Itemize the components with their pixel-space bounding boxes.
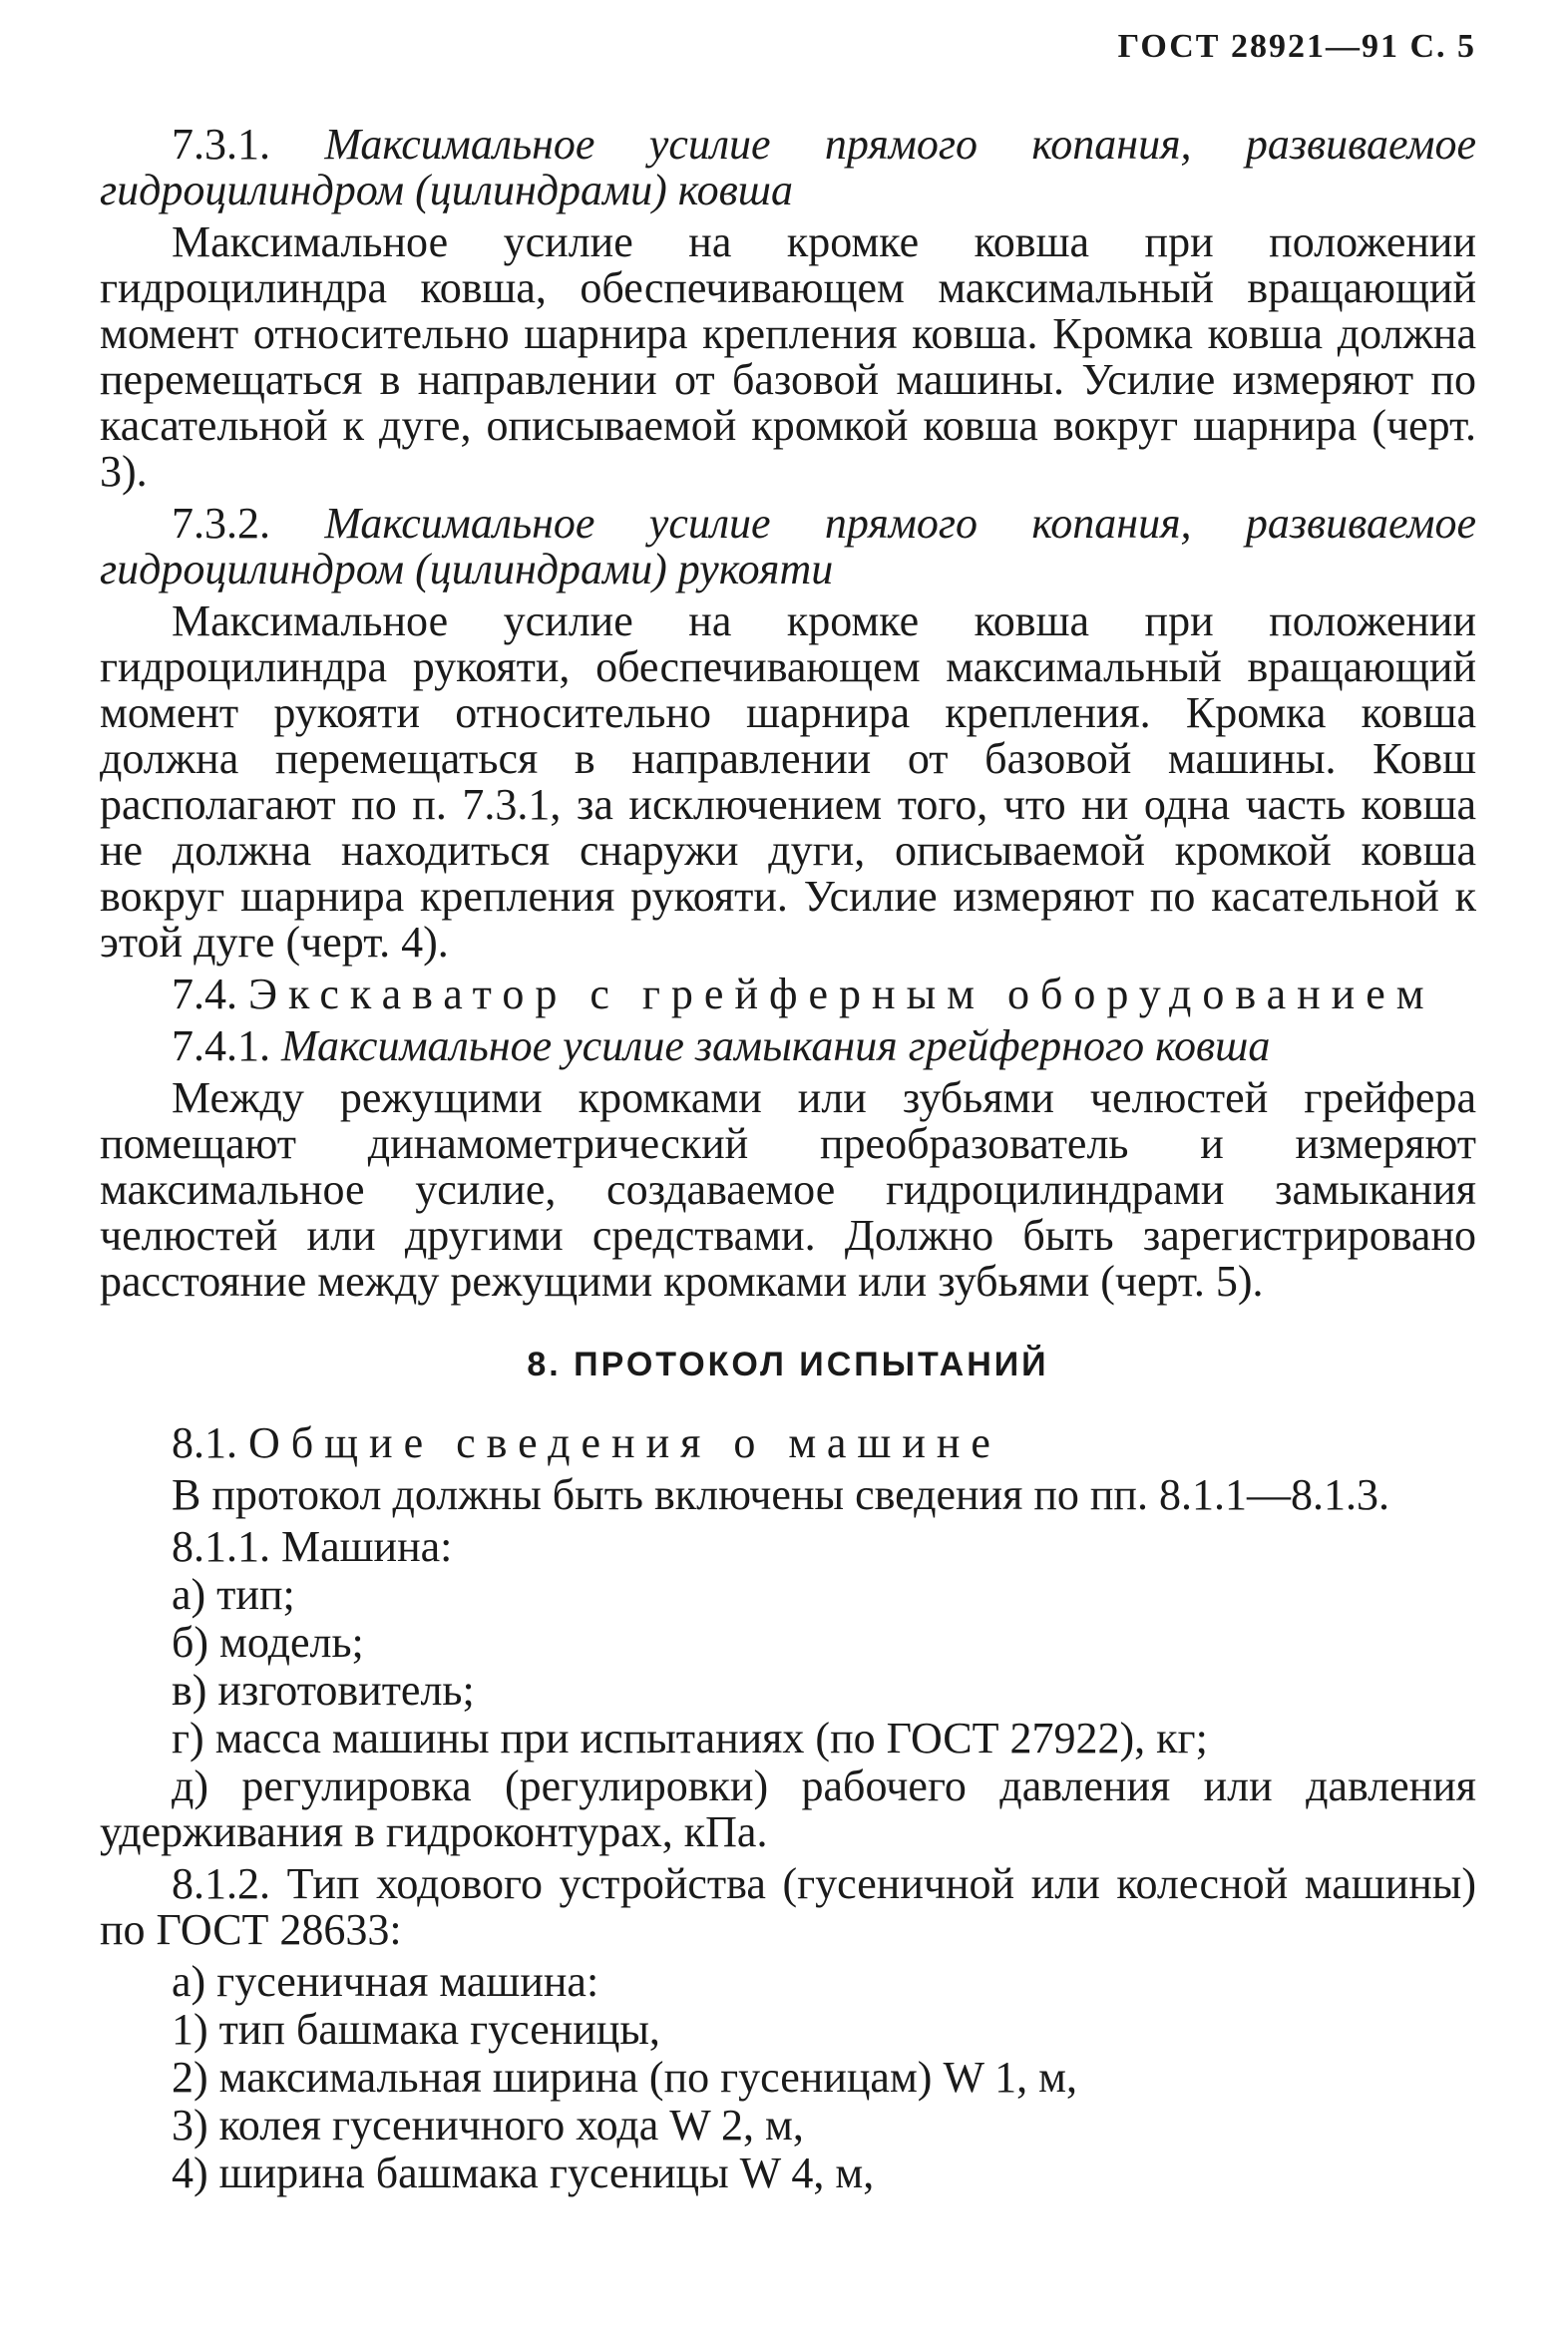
- section-7-3-1-text: Максимальное усилие на кромке ковша при положении гидроцилиндра ковша, обеспечивающем максимальный вращающий момент относительно шарнира крепления ковша. Кромка ковша должна перемещаться в направлении от базовой машины. Усилие измеряют по касательной к дуге, описываемой кромкой ковша вокруг шарнира (черт. 3).: [100, 217, 1476, 496]
- section-7-3-2-text: Максимальное усилие на кромке ковша при положении гидроцилиндра рукояти, обеспечивающем максимальный вращающий момент рукояти относительно шарнира крепления. Кромка ковша должна перемещаться в направлении от базовой машины. Ковш располагают по п. 7.3.1, за исключением того, что ни одна часть ковша не должна находиться снаружи дуги, описываемой кромкой ковша вокруг шарнира крепления рукояти. Усилие измеряют по касательной к этой дуге (черт. 4).: [100, 596, 1476, 967]
- section-title: Максимальное усилие прямого копания, развиваемое гидроцилиндром (цилиндрами) ковша: [100, 120, 1476, 214]
- page-content: [100, 122, 1476, 2198]
- section-7-4-heading: [100, 972, 1476, 1017]
- section-8-1-text: В протокол должны быть включены сведения по пп. 8.1.1—8.1.3.: [172, 1470, 1389, 1519]
- page-header: ГОСТ 28921—91 С. 5: [1117, 28, 1476, 65]
- section-8-1-1-heading: 8.1.1. Машина:: [172, 1522, 453, 1571]
- section-7-3-2-heading: [100, 501, 1476, 592]
- section-number: 7.4.: [172, 970, 237, 1018]
- list-item: а) гусеничная машина:: [172, 1957, 599, 2006]
- section-title: Максимальное усилие замыкания грейферного ковша: [281, 1021, 1271, 1070]
- section-title: Максимальное усилие прямого копания, развиваемое гидроцилиндром (цилиндрами) рукояти: [100, 499, 1476, 593]
- section-number: 7.4.1.: [172, 1021, 270, 1070]
- section-7-4-1-heading: [100, 1023, 1476, 1069]
- list-item: д) регулировка (регулировки) рабочего давления или давления удерживания в гидроконтурах, кПа.: [100, 1761, 1476, 1856]
- section-7-3-1-heading: [100, 122, 1476, 213]
- list-item: г) масса машины при испытаниях (по ГОСТ 27922), кг;: [172, 1714, 1208, 1762]
- section-title: Общие сведения о машине: [248, 1418, 1001, 1467]
- section-number: 7.3.1.: [172, 120, 270, 169]
- section-8-heading: 8. ПРОТОКОЛ ИСПЫТАНИЙ: [527, 1346, 1049, 1383]
- list-item: 2) максимальная ширина (по гусеницам) W 1, м,: [172, 2053, 1078, 2102]
- list-item: в) изготовитель;: [172, 1666, 475, 1715]
- section-title: Экскаватор с грейферным оборудованием: [248, 970, 1435, 1018]
- section-8-1-2-heading: 8.1.2. Тип ходового устройства (гусеничной или колесной машины) по ГОСТ 28633:: [100, 1859, 1476, 1954]
- section-number: 8.1.: [172, 1418, 237, 1467]
- list-item: 1) тип башмака гусеницы,: [172, 2005, 660, 2054]
- section-8-1-heading: [100, 1420, 1476, 1466]
- list-item: 4) ширина башмака гусеницы W 4, м,: [172, 2149, 875, 2197]
- section-number: 7.3.2.: [172, 499, 270, 548]
- list-item: б) модель;: [172, 1618, 364, 1667]
- list-item: 3) колея гусеничного хода W 2, м,: [172, 2101, 804, 2150]
- list-item: а) тип;: [172, 1570, 295, 1619]
- section-7-4-1-text: Между режущими кромками или зубьями челюстей грейфера помещают динамометрический преобразователь и измеряют максимальное усилие, создаваемое гидроцилиндрами замыкания челюстей или другими средствами. Должно быть зарегистрировано расстояние между режущими кромками или зубьями (черт. 5).: [100, 1073, 1476, 1306]
